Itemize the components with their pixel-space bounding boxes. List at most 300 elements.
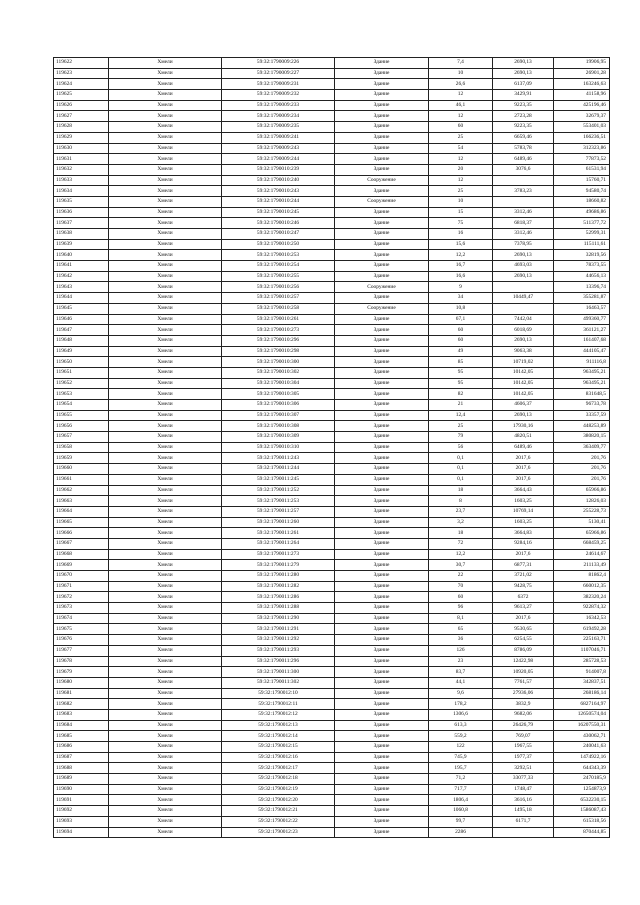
cadastral-number-cell: 59:32:1790010:257 <box>222 293 335 304</box>
object-type-cell: Здание <box>335 603 429 614</box>
locality-cell: Хмели <box>109 325 222 336</box>
area-cell: 30,7 <box>429 560 493 571</box>
cadastral-number-cell: 59:32:1790011:280 <box>222 571 335 582</box>
cadastral-number-cell: 59:32:1790010:296 <box>222 335 335 346</box>
row-number-cell: 119669 <box>54 560 109 571</box>
locality-cell: Хмели <box>109 784 222 795</box>
object-type-cell: Здание <box>335 645 429 656</box>
locality-cell: Хмели <box>109 261 222 272</box>
area-cell: 85 <box>429 357 493 368</box>
object-type-cell: Здание <box>335 806 429 817</box>
object-type-cell: Здание <box>335 699 429 710</box>
table-row <box>54 453 610 464</box>
table-row <box>54 624 610 635</box>
row-number-cell: 119638 <box>54 229 109 240</box>
row-number-cell: 119667 <box>54 538 109 549</box>
row-number-cell: 119682 <box>54 699 109 710</box>
unit-value-cell: 2690,13 <box>493 250 554 261</box>
area-cell: 12 <box>429 90 493 101</box>
row-number-cell: 119623 <box>54 68 109 79</box>
cadastral-value-cell: 16463,57 <box>554 303 610 314</box>
locality-cell: Хмели <box>109 196 222 207</box>
area-cell: 96 <box>429 603 493 614</box>
object-type-cell: Здание <box>335 560 429 571</box>
cadastral-number-cell: 59:32:1790011:290 <box>222 613 335 624</box>
object-type-cell: Здание <box>335 752 429 763</box>
area-cell: 60 <box>429 335 493 346</box>
cadastral-number-cell: 59:32:1790012:12 <box>222 709 335 720</box>
locality-cell: Хмели <box>109 186 222 197</box>
table-row <box>54 496 610 507</box>
cadastral-number-cell: 59:32:1790010:300 <box>222 357 335 368</box>
locality-cell: Хмели <box>109 100 222 111</box>
cadastral-number-cell: 59:32:1790012:17 <box>222 763 335 774</box>
object-type-cell: Здание <box>335 517 429 528</box>
table-row <box>54 357 610 368</box>
table-row <box>54 164 610 175</box>
row-number-cell: 119686 <box>54 742 109 753</box>
table-row <box>54 538 610 549</box>
object-type-cell: Сооружение <box>335 196 429 207</box>
area-cell: 95 <box>429 367 493 378</box>
unit-value-cell: 4606,37 <box>493 400 554 411</box>
cadastral-number-cell: 59:32:1790010:253 <box>222 250 335 261</box>
cadastral-value-cell: 5130,41 <box>554 517 610 528</box>
row-number-cell: 119661 <box>54 474 109 485</box>
object-type-cell: Здание <box>335 474 429 485</box>
area-cell: 10 <box>429 196 493 207</box>
locality-cell: Хмели <box>109 229 222 240</box>
locality-cell: Хмели <box>109 720 222 731</box>
cadastral-value-cell: 553401,03 <box>554 122 610 133</box>
table-row <box>54 571 610 582</box>
locality-cell: Хмели <box>109 250 222 261</box>
object-type-cell: Здание <box>335 549 429 560</box>
document-page <box>53 57 610 838</box>
cadastral-value-cell: 963495,21 <box>554 367 610 378</box>
property-table <box>53 57 610 838</box>
cadastral-value-cell: 115111,61 <box>554 239 610 250</box>
cadastral-value-cell: 499360,77 <box>554 314 610 325</box>
locality-cell: Хмели <box>109 592 222 603</box>
cadastral-value-cell: 61531,94 <box>554 164 610 175</box>
locality-cell: Хмели <box>109 79 222 90</box>
cadastral-value-cell: 312323,86 <box>554 143 610 154</box>
locality-cell: Хмели <box>109 421 222 432</box>
area-cell: 613,3 <box>429 720 493 731</box>
cadastral-number-cell: 59:32:1790011:244 <box>222 464 335 475</box>
row-number-cell: 119658 <box>54 442 109 453</box>
locality-cell: Хмели <box>109 667 222 678</box>
cadastral-number-cell: 59:32:1790011:279 <box>222 560 335 571</box>
row-number-cell: 119655 <box>54 410 109 421</box>
cadastral-number-cell: 59:32:1790010:304 <box>222 378 335 389</box>
object-type-cell: Сооружение <box>335 282 429 293</box>
area-cell: 26,6 <box>429 79 493 90</box>
locality-cell: Хмели <box>109 688 222 699</box>
area-cell: 8,1 <box>429 613 493 624</box>
cadastral-number-cell: 59:32:1790010:246 <box>222 218 335 229</box>
table-row <box>54 293 610 304</box>
unit-value-cell <box>493 175 554 186</box>
cadastral-number-cell: 59:32:1790011:245 <box>222 474 335 485</box>
unit-value-cell: 33077,33 <box>493 774 554 785</box>
area-cell: 36 <box>429 635 493 646</box>
area-cell: 16,7 <box>429 261 493 272</box>
cadastral-value-cell: 32819,56 <box>554 250 610 261</box>
table-row <box>54 389 610 400</box>
table-row <box>54 742 610 753</box>
unit-value-cell: 6877,31 <box>493 560 554 571</box>
object-type-cell: Здание <box>335 68 429 79</box>
area-cell: 126 <box>429 645 493 656</box>
cadastral-value-cell: 44656,13 <box>554 271 610 282</box>
area-cell: 72 <box>429 538 493 549</box>
unit-value-cell: 3832,9 <box>493 699 554 710</box>
cadastral-number-cell: 59:32:1790010:302 <box>222 367 335 378</box>
table-row <box>54 474 610 485</box>
cadastral-number-cell: 59:32:1790010:305 <box>222 389 335 400</box>
locality-cell: Хмели <box>109 293 222 304</box>
unit-value-cell: 1748,47 <box>493 784 554 795</box>
area-cell: 65 <box>429 624 493 635</box>
table-row <box>54 410 610 421</box>
unit-value-cell: 6489,46 <box>493 154 554 165</box>
locality-cell: Хмели <box>109 432 222 443</box>
unit-value-cell: 2017,6 <box>493 474 554 485</box>
cadastral-value-cell: 380820,15 <box>554 432 610 443</box>
locality-cell: Хмели <box>109 303 222 314</box>
row-number-cell: 119683 <box>54 709 109 720</box>
row-number-cell: 119653 <box>54 389 109 400</box>
locality-cell: Хмели <box>109 175 222 186</box>
table-row <box>54 506 610 517</box>
unit-value-cell: 769,07 <box>493 731 554 742</box>
unit-value-cell: 6137,09 <box>493 79 554 90</box>
object-type-cell: Здание <box>335 613 429 624</box>
table-row <box>54 79 610 90</box>
locality-cell: Хмели <box>109 367 222 378</box>
unit-value-cell: 6254,55 <box>493 635 554 646</box>
row-number-cell: 119680 <box>54 677 109 688</box>
table-row <box>54 806 610 817</box>
row-number-cell: 119665 <box>54 517 109 528</box>
unit-value-cell: 3721,02 <box>493 571 554 582</box>
table-row <box>54 250 610 261</box>
table-row <box>54 613 610 624</box>
cadastral-value-cell: 285728,53 <box>554 656 610 667</box>
locality-cell: Хмели <box>109 378 222 389</box>
object-type-cell: Здание <box>335 122 429 133</box>
area-cell: 1806,4 <box>429 795 493 806</box>
unit-value-cell: 9682,06 <box>493 709 554 720</box>
cadastral-number-cell: 59:32:1790012:10 <box>222 688 335 699</box>
area-cell: 44,1 <box>429 677 493 688</box>
object-type-cell: Здание <box>335 485 429 496</box>
cadastral-value-cell: 6532230,15 <box>554 795 610 806</box>
unit-value-cell <box>493 196 554 207</box>
cadastral-number-cell: 59:32:1790011:260 <box>222 517 335 528</box>
cadastral-number-cell: 59:32:1790009:233 <box>222 100 335 111</box>
area-cell: 12,2 <box>429 250 493 261</box>
locality-cell: Хмели <box>109 795 222 806</box>
object-type-cell: Здание <box>335 688 429 699</box>
object-type-cell: Здание <box>335 186 429 197</box>
table-row <box>54 400 610 411</box>
cadastral-number-cell: 59:32:1790012:15 <box>222 742 335 753</box>
table-row <box>54 196 610 207</box>
unit-value-cell: 2017,6 <box>493 464 554 475</box>
table-row <box>54 549 610 560</box>
cadastral-value-cell: 201,76 <box>554 464 610 475</box>
row-number-cell: 119640 <box>54 250 109 261</box>
locality-cell: Хмели <box>109 271 222 282</box>
locality-cell: Хмели <box>109 656 222 667</box>
unit-value-cell: 10142,05 <box>493 367 554 378</box>
cadastral-number-cell: 59:32:1790009:243 <box>222 143 335 154</box>
object-type-cell: Здание <box>335 720 429 731</box>
cadastral-value-cell: 831648,5 <box>554 389 610 400</box>
cadastral-value-cell: 644343,39 <box>554 763 610 774</box>
unit-value-cell: 6489,46 <box>493 442 554 453</box>
area-cell: 49 <box>429 346 493 357</box>
object-type-cell: Здание <box>335 453 429 464</box>
object-type-cell: Здание <box>335 538 429 549</box>
unit-value-cell: 8786,09 <box>493 645 554 656</box>
row-number-cell: 119666 <box>54 528 109 539</box>
cadastral-number-cell: 59:32:1790010:240 <box>222 175 335 186</box>
area-cell: 717,7 <box>429 784 493 795</box>
unit-value-cell: 6018,69 <box>493 325 554 336</box>
locality-cell: Хмели <box>109 538 222 549</box>
locality-cell: Хмели <box>109 346 222 357</box>
locality-cell: Хмели <box>109 506 222 517</box>
locality-cell: Хмели <box>109 677 222 688</box>
table-row <box>54 111 610 122</box>
cadastral-value-cell: 511377,72 <box>554 218 610 229</box>
cadastral-value-cell: 2470185,9 <box>554 774 610 785</box>
cadastral-number-cell: 59:32:1790011:300 <box>222 667 335 678</box>
cadastral-number-cell: 59:32:1790011:293 <box>222 645 335 656</box>
object-type-cell: Здание <box>335 325 429 336</box>
cadastral-number-cell: 59:32:1790010:247 <box>222 229 335 240</box>
area-cell: 95 <box>429 378 493 389</box>
unit-value-cell: 3616,16 <box>493 795 554 806</box>
area-cell: 46,1 <box>429 100 493 111</box>
locality-cell: Хмели <box>109 624 222 635</box>
row-number-cell: 119639 <box>54 239 109 250</box>
row-number-cell: 119630 <box>54 143 109 154</box>
object-type-cell: Здание <box>335 111 429 122</box>
row-number-cell: 119660 <box>54 464 109 475</box>
object-type-cell: Здание <box>335 79 429 90</box>
object-type-cell: Здание <box>335 314 429 325</box>
cadastral-value-cell: 94580,74 <box>554 186 610 197</box>
cadastral-number-cell: 59:32:1790010:243 <box>222 186 335 197</box>
locality-cell: Хмели <box>109 827 222 838</box>
table-row <box>54 282 610 293</box>
cadastral-value-cell: 922874,32 <box>554 603 610 614</box>
unit-value-cell: 4820,51 <box>493 432 554 443</box>
unit-value-cell: 3664,43 <box>493 485 554 496</box>
area-cell: 34 <box>429 293 493 304</box>
row-number-cell: 119687 <box>54 752 109 763</box>
cadastral-number-cell: 59:32:1790011:296 <box>222 656 335 667</box>
row-number-cell: 119636 <box>54 207 109 218</box>
cadastral-value-cell: 444105,47 <box>554 346 610 357</box>
object-type-cell: Здание <box>335 346 429 357</box>
cadastral-value-cell: 342837,51 <box>554 677 610 688</box>
area-cell: 70 <box>429 581 493 592</box>
table-row <box>54 218 610 229</box>
area-cell: 79 <box>429 432 493 443</box>
locality-cell: Хмели <box>109 496 222 507</box>
table-row <box>54 485 610 496</box>
cadastral-value-cell: 1254873,9 <box>554 784 610 795</box>
row-number-cell: 119637 <box>54 218 109 229</box>
cadastral-number-cell: 59:32:1790010:310 <box>222 442 335 453</box>
locality-cell: Хмели <box>109 774 222 785</box>
row-number-cell: 119644 <box>54 293 109 304</box>
area-cell: 18 <box>429 485 493 496</box>
row-number-cell: 119641 <box>54 261 109 272</box>
object-type-cell: Здание <box>335 784 429 795</box>
cadastral-value-cell: 1586087,43 <box>554 806 610 817</box>
row-number-cell: 119646 <box>54 314 109 325</box>
table-row <box>54 325 610 336</box>
table-row <box>54 635 610 646</box>
cadastral-value-cell: 430062,71 <box>554 731 610 742</box>
table-row <box>54 528 610 539</box>
area-cell: 10 <box>429 68 493 79</box>
object-type-cell: Здание <box>335 581 429 592</box>
unit-value-cell: 2690,13 <box>493 271 554 282</box>
table-row <box>54 122 610 133</box>
row-number-cell: 119690 <box>54 784 109 795</box>
locality-cell: Хмели <box>109 517 222 528</box>
table-row <box>54 667 610 678</box>
object-type-cell: Здание <box>335 709 429 720</box>
row-number-cell: 119693 <box>54 816 109 827</box>
unit-value-cell: 3664,83 <box>493 528 554 539</box>
unit-value-cell: 3312,46 <box>493 207 554 218</box>
locality-cell: Хмели <box>109 90 222 101</box>
cadastral-number-cell: 59:32:1790012:11 <box>222 699 335 710</box>
locality-cell: Хмели <box>109 400 222 411</box>
locality-cell: Хмели <box>109 635 222 646</box>
table-row <box>54 688 610 699</box>
unit-value-cell: 3076,6 <box>493 164 554 175</box>
row-number-cell: 119659 <box>54 453 109 464</box>
locality-cell: Хмели <box>109 314 222 325</box>
locality-cell: Хмели <box>109 816 222 827</box>
locality-cell: Хмели <box>109 68 222 79</box>
unit-value-cell: 10449,47 <box>493 293 554 304</box>
cadastral-number-cell: 59:32:1790010:273 <box>222 325 335 336</box>
cadastral-number-cell: 59:32:1790012:14 <box>222 731 335 742</box>
object-type-cell: Здание <box>335 239 429 250</box>
table-row <box>54 271 610 282</box>
table-row <box>54 100 610 111</box>
cadastral-number-cell: 59:32:1790012:13 <box>222 720 335 731</box>
cadastral-value-cell: 914007,8 <box>554 667 610 678</box>
cadastral-value-cell: 166236,51 <box>554 132 610 143</box>
table-row <box>54 784 610 795</box>
object-type-cell: Здание <box>335 218 429 229</box>
row-number-cell: 119622 <box>54 58 109 69</box>
row-number-cell: 119678 <box>54 656 109 667</box>
locality-cell: Хмели <box>109 549 222 560</box>
cadastral-value-cell: 363409,77 <box>554 442 610 453</box>
cadastral-value-cell: 13396,74 <box>554 282 610 293</box>
locality-cell: Хмели <box>109 709 222 720</box>
area-cell: 82 <box>429 389 493 400</box>
object-type-cell: Здание <box>335 154 429 165</box>
object-type-cell: Здание <box>335 667 429 678</box>
row-number-cell: 119689 <box>54 774 109 785</box>
object-type-cell: Здание <box>335 410 429 421</box>
area-cell: 23 <box>429 656 493 667</box>
area-cell: 23,7 <box>429 506 493 517</box>
cadastral-value-cell: 65966,86 <box>554 528 610 539</box>
cadastral-value-cell: 6827164,97 <box>554 699 610 710</box>
area-cell: 15,6 <box>429 239 493 250</box>
unit-value-cell: 9063,38 <box>493 346 554 357</box>
cadastral-value-cell: 425196,46 <box>554 100 610 111</box>
area-cell: 15 <box>429 207 493 218</box>
row-number-cell: 119664 <box>54 506 109 517</box>
row-number-cell: 119652 <box>54 378 109 389</box>
cadastral-number-cell: 59:32:1790011:252 <box>222 485 335 496</box>
table-row <box>54 827 610 838</box>
area-cell: 75 <box>429 218 493 229</box>
object-type-cell: Здание <box>335 250 429 261</box>
locality-cell: Хмели <box>109 763 222 774</box>
row-number-cell: 119657 <box>54 432 109 443</box>
cadastral-value-cell: 911116,8 <box>554 357 610 368</box>
area-cell: 0,1 <box>429 474 493 485</box>
table-row <box>54 68 610 79</box>
table-row <box>54 731 610 742</box>
area-cell: 25 <box>429 186 493 197</box>
unit-value-cell: 3783,23 <box>493 186 554 197</box>
table-row <box>54 656 610 667</box>
row-number-cell: 119656 <box>54 421 109 432</box>
cadastral-value-cell: 12650574,04 <box>554 709 610 720</box>
cadastral-number-cell: 59:32:1790011:302 <box>222 677 335 688</box>
object-type-cell: Здание <box>335 528 429 539</box>
cadastral-number-cell: 59:32:1790011:243 <box>222 453 335 464</box>
object-type-cell: Здание <box>335 635 429 646</box>
object-type-cell: Здание <box>335 624 429 635</box>
object-type-cell: Здание <box>335 827 429 838</box>
table-row <box>54 261 610 272</box>
row-number-cell: 119670 <box>54 571 109 582</box>
object-type-cell: Здание <box>335 731 429 742</box>
cadastral-number-cell: 59:32:1790011:288 <box>222 603 335 614</box>
table-row <box>54 560 610 571</box>
object-type-cell: Здание <box>335 571 429 582</box>
cadastral-value-cell: 49686,86 <box>554 207 610 218</box>
unit-value-cell: 4693,03 <box>493 261 554 272</box>
locality-cell: Хмели <box>109 528 222 539</box>
unit-value-cell: 2017,6 <box>493 549 554 560</box>
row-number-cell: 119662 <box>54 485 109 496</box>
area-cell: 16 <box>429 229 493 240</box>
unit-value-cell: 17930,16 <box>493 421 554 432</box>
row-number-cell: 119651 <box>54 367 109 378</box>
area-cell: 60 <box>429 325 493 336</box>
